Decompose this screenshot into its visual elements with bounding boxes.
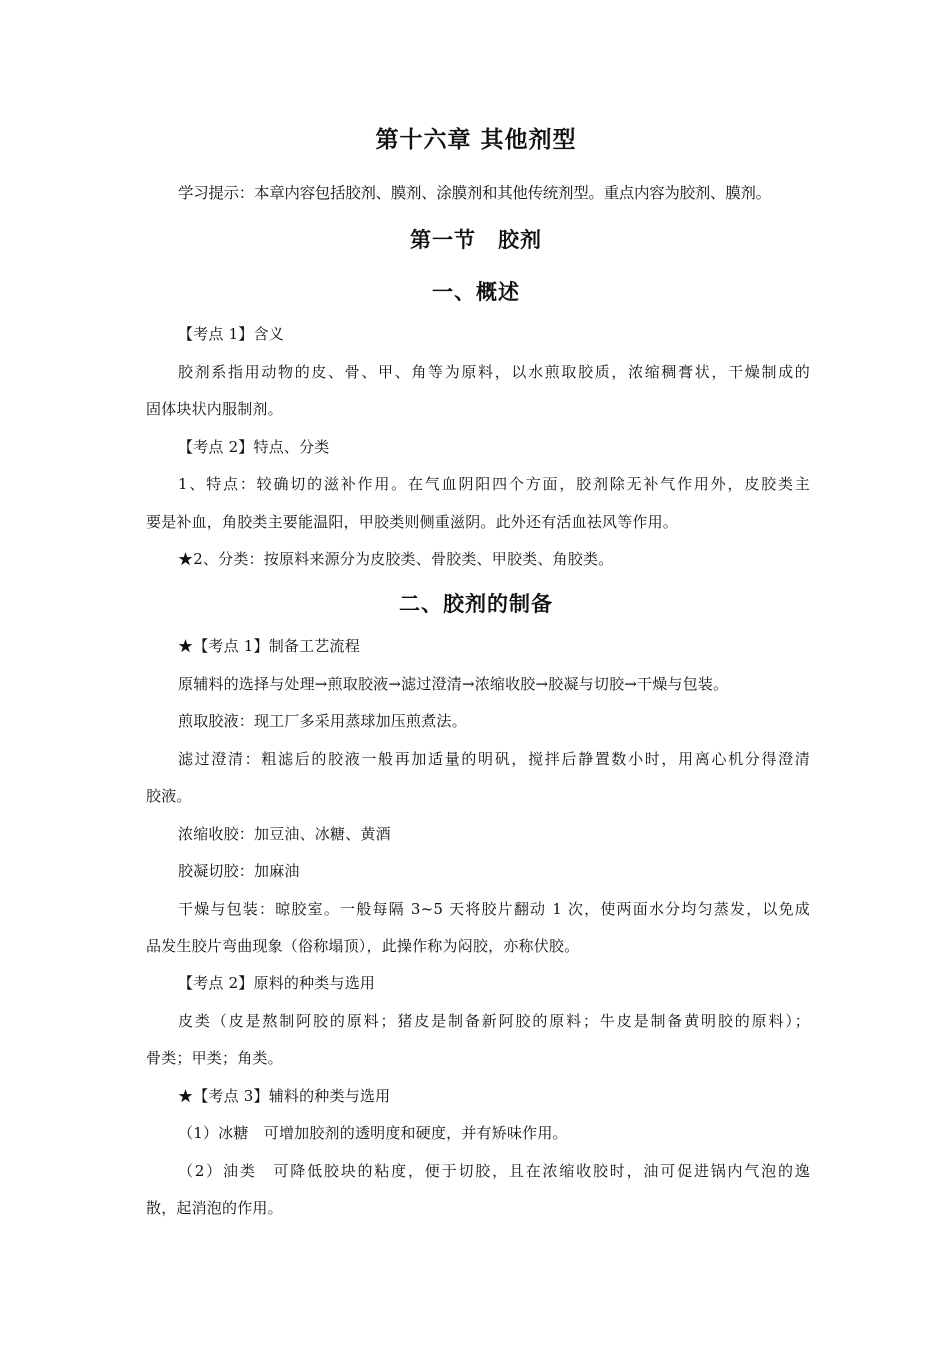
process-heading: ★【考点 1】制备工艺流程 bbox=[178, 637, 360, 655]
material-heading: 【考点 2】原料的种类与选用 bbox=[178, 974, 376, 992]
excipient-item2-line1: （2）油类 可降低胶块的粘度，便于切胶，且在浓缩收胶时，油可促进锅内气泡的逸 bbox=[178, 1162, 810, 1180]
point2-text-line1: 1、特点：较确切的滋补作用。在气血阴阳四个方面，胶剂除无补气作用外，皮胶类主 bbox=[178, 475, 810, 493]
process-concentrate: 浓缩收胶：加豆油、冰糖、黄酒 bbox=[178, 825, 391, 843]
point2-heading: 【考点 2】特点、分类 bbox=[178, 438, 330, 456]
process-gel: 胶凝切胶：加麻油 bbox=[178, 862, 300, 880]
process-flow: 原辅料的选择与处理→煎取胶液→滤过澄清→浓缩收胶→胶凝与切胶→干燥与包装。 bbox=[178, 675, 729, 693]
point1-text-line1: 胶剂系指用动物的皮、骨、甲、角等为原料，以水煎取胶质，浓缩稠膏状，干燥制成的 bbox=[178, 363, 810, 381]
process-filter-line2: 胶液。 bbox=[146, 787, 192, 805]
excipient-heading: ★【考点 3】辅料的种类与选用 bbox=[178, 1087, 391, 1105]
process-dry-line2: 品发生胶片弯曲现象（俗称塌顶），此操作称为闷胶，亦称伏胶。 bbox=[146, 937, 580, 955]
excipient-item1: （1）冰糖 可增加胶剂的透明度和硬度，并有矫味作用。 bbox=[178, 1124, 568, 1142]
process-filter-line1: 滤过澄清：粗滤后的胶液一般再加适量的明矾，搅拌后静置数小时，用离心机分得澄清 bbox=[178, 750, 810, 768]
chapter-title: 第十六章 其他剂型 bbox=[375, 127, 577, 153]
part1-title: 一、概述 bbox=[432, 280, 520, 304]
material-line2: 骨类；甲类；角类。 bbox=[146, 1049, 283, 1067]
process-dry-line1: 干燥与包装：晾胶室。一般每隔 3~5 天将胶片翻动 1 次，使两面水分均匀蒸发，以免成 bbox=[178, 900, 810, 918]
point2-text-line3: ★2、分类：按原料来源分为皮胶类、骨胶类、甲胶类、角胶类。 bbox=[178, 550, 614, 568]
study-tip: 学习提示：本章内容包括胶剂、膜剂、涂膜剂和其他传统剂型。重点内容为胶剂、膜剂。 bbox=[178, 184, 771, 202]
material-line1: 皮类（皮是熬制阿胶的原料；猪皮是制备新阿胶的原料；牛皮是制备黄明胶的原料）； bbox=[178, 1012, 810, 1030]
process-decoct: 煎取胶液：现工厂多采用蒸球加压煎煮法。 bbox=[178, 712, 467, 730]
excipient-item2-line2: 散，起消泡的作用。 bbox=[146, 1199, 283, 1217]
part2-title: 二、胶剂的制备 bbox=[399, 592, 553, 616]
point2-text-line2: 要是补血，角胶类主要能温阳，甲胶类则侧重滋阴。此外还有活血祛风等作用。 bbox=[146, 513, 679, 531]
point1-text-line2: 固体块状内服制剂。 bbox=[146, 400, 283, 418]
section-title: 第一节 胶剂 bbox=[410, 228, 542, 252]
point1-heading: 【考点 1】含义 bbox=[178, 325, 284, 343]
